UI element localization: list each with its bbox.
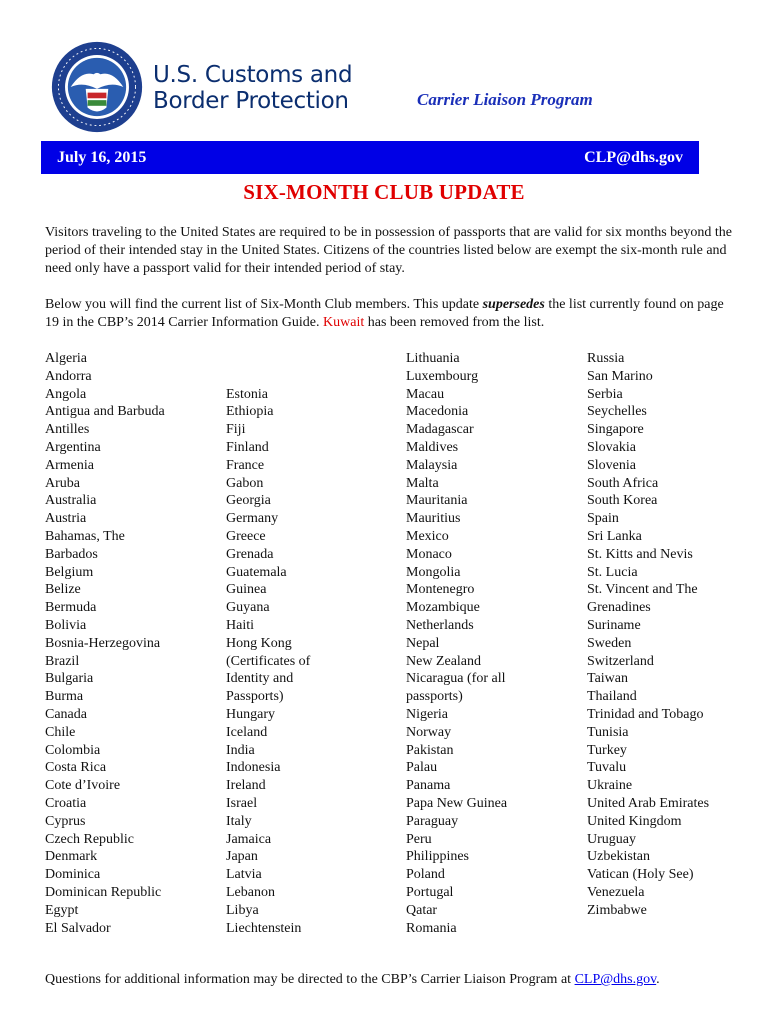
country-item: Dominican Republic — [45, 884, 162, 900]
country-item: Israel — [226, 795, 258, 811]
country-item: Thailand — [587, 689, 637, 705]
country-item: Uzbekistan — [587, 849, 650, 865]
country-item: Andorra — [45, 368, 92, 384]
agency-line-2: Border Protection — [153, 88, 349, 114]
program-name: Carrier Liaison Program — [417, 90, 593, 109]
country-item: New Zealand — [406, 653, 482, 669]
country-item: Italy — [226, 813, 252, 829]
country-item: Armenia — [45, 457, 94, 473]
country-item: Fiji — [226, 422, 246, 438]
country-item: Bulgaria — [45, 671, 94, 687]
country-item: Georgia — [226, 493, 271, 509]
removed-country: Kuwait — [323, 315, 365, 330]
country-item: Peru — [406, 831, 432, 847]
country-item: Guatemala — [226, 564, 287, 580]
country-item: Canada — [45, 706, 87, 722]
country-item: Ethiopia — [226, 404, 274, 420]
update-paragraph — [45, 296, 735, 332]
country-item: Tuvalu — [587, 760, 627, 776]
country-item: Romania — [406, 920, 457, 936]
country-item: Bosnia-Herzegovina — [45, 635, 161, 651]
country-item: Seychelles — [587, 404, 647, 420]
footer-email-link[interactable]: CLP@dhs.gov — [574, 972, 657, 987]
country-item: Haiti — [226, 617, 254, 633]
country-item: Norway — [406, 724, 452, 740]
document-date: July 16, 2015 — [57, 148, 147, 166]
country-item: Cyprus — [45, 813, 86, 829]
country-item: United Kingdom — [587, 813, 682, 829]
country-item: Guinea — [226, 582, 267, 598]
country-item: Antilles — [45, 422, 90, 438]
update-text-1: Below you will find the current list of Six-Month Club members. This update — [45, 297, 483, 312]
intro-paragraph: Visitors traveling to the United States are required to be in possession of passports that are valid for six months beyond the period of their intended stay in the United States. Citizens of the countries listed below are exempt the six-month rule and need only have a passport valid for their intended period of stay. — [45, 225, 732, 276]
country-item: Spain — [587, 511, 619, 527]
country-item: Barbados — [45, 546, 98, 562]
country-item: Panama — [406, 778, 451, 794]
country-item: Egypt — [45, 902, 79, 918]
country-item: Aruba — [45, 475, 80, 491]
country-item: Identity and — [226, 671, 294, 687]
country-column-2 — [226, 386, 310, 938]
country-item: Sweden — [587, 635, 632, 651]
country-item: Hungary — [226, 706, 275, 722]
country-item: Papa New Guinea — [406, 795, 508, 811]
country-item: Argentina — [45, 439, 101, 455]
country-item: Grenadines — [587, 600, 651, 616]
country-item: Mauritania — [406, 493, 468, 509]
country-item: Taiwan — [587, 671, 629, 687]
country-item: Bermuda — [45, 600, 97, 616]
country-item: Macedonia — [406, 404, 469, 420]
country-item: United Arab Emirates — [587, 795, 710, 811]
country-item: Mozambique — [406, 600, 480, 616]
country-item: Russia — [587, 351, 625, 366]
agency-line-1: U.S. Customs and — [153, 62, 353, 88]
country-item: South Korea — [587, 493, 658, 509]
country-item: Malaysia — [406, 457, 458, 473]
country-item: Paraguay — [406, 813, 459, 829]
country-item: Mauritius — [406, 511, 461, 527]
country-item: Netherlands — [406, 617, 474, 633]
country-item: Madagascar — [406, 422, 474, 438]
agency-name — [153, 62, 352, 114]
footer-note — [45, 972, 660, 988]
country-item: Slovenia — [587, 457, 636, 473]
country-item: Pakistan — [406, 742, 454, 758]
country-item: Japan — [226, 849, 258, 865]
country-item: Portugal — [406, 884, 454, 900]
country-item: Slovakia — [587, 439, 636, 455]
country-item: Jamaica — [226, 831, 272, 847]
update-emphasis: supersedes — [482, 297, 545, 312]
country-item: St. Lucia — [587, 564, 638, 580]
country-item: Colombia — [45, 742, 101, 758]
country-item: El Salvador — [45, 920, 111, 936]
page-title: SIX-MONTH CLUB UPDATE — [243, 180, 525, 204]
country-item: Belgium — [45, 564, 94, 580]
footer-text: Questions for additional information may be directed to the CBP’s Carrier Liaison Program at — [45, 972, 575, 987]
country-item: Gabon — [226, 475, 264, 491]
country-item: Macau — [406, 386, 445, 402]
country-item: Serbia — [587, 386, 623, 402]
country-item: Dominica — [45, 867, 101, 883]
country-item: Mexico — [406, 528, 449, 544]
footer-end: . — [656, 972, 660, 987]
dhs-seal-logo — [50, 40, 144, 134]
contact-email: CLP@dhs.gov — [584, 148, 683, 166]
country-item: Mongolia — [406, 564, 461, 580]
country-item: Bahamas, The — [45, 528, 125, 544]
country-item: San Marino — [587, 368, 653, 384]
country-item: Venezuela — [587, 884, 645, 900]
country-item: Tunisia — [587, 724, 629, 740]
country-item: Lebanon — [226, 884, 275, 900]
country-item: Uruguay — [587, 831, 636, 847]
country-item: Hong Kong — [226, 635, 292, 651]
country-item: Vatican (Holy See) — [587, 867, 694, 883]
country-item: Grenada — [226, 546, 274, 562]
country-column-4 — [587, 350, 709, 920]
country-item: Germany — [226, 511, 279, 527]
date-email-bar — [41, 141, 699, 174]
country-item: Luxembourg — [406, 368, 479, 384]
country-item: Liechtenstein — [226, 920, 302, 936]
country-item: Iceland — [226, 724, 268, 740]
country-item: Finland — [226, 439, 269, 455]
country-item: Suriname — [587, 617, 641, 633]
country-item: Greece — [226, 528, 266, 544]
country-item: passports) — [406, 689, 463, 705]
country-item: Ireland — [226, 778, 266, 794]
country-item: Chile — [45, 724, 76, 740]
country-item: Guyana — [226, 600, 270, 616]
country-item: Angola — [45, 386, 87, 402]
country-item: Brazil — [45, 653, 80, 669]
country-item: Croatia — [45, 795, 87, 811]
country-column-3 — [406, 350, 507, 937]
country-item: Montenegro — [406, 582, 475, 598]
country-item: Trinidad and Tobago — [587, 706, 704, 722]
update-text-2: the list currently found on page 19 in the CBP’s 2014 Carrier Information Guide. — [45, 297, 724, 330]
letterhead — [50, 40, 730, 140]
country-item: Algeria — [45, 351, 87, 366]
country-item: Czech Republic — [45, 831, 135, 847]
country-item: Latvia — [226, 867, 262, 883]
update-text-3: has been removed from the list. — [364, 315, 545, 330]
country-item: Nigeria — [406, 706, 448, 722]
country-item: (Certificates of — [226, 653, 311, 669]
country-item: Passports) — [226, 689, 284, 705]
country-item: Philippines — [406, 849, 470, 865]
country-item: Singapore — [587, 422, 644, 438]
country-item: India — [226, 742, 255, 758]
country-item: Indonesia — [226, 760, 281, 776]
country-item: Denmark — [45, 849, 98, 865]
country-item: Turkey — [587, 742, 627, 758]
country-item: Bolivia — [45, 617, 87, 633]
country-item: Burma — [45, 689, 84, 705]
country-item: Poland — [406, 867, 445, 883]
country-item: Ukraine — [587, 778, 633, 794]
country-item: Costa Rica — [45, 760, 107, 776]
country-item: Monaco — [406, 546, 452, 562]
country-item: Nicaragua (for all — [406, 671, 506, 687]
country-item: Palau — [406, 760, 438, 776]
country-item: South Africa — [587, 475, 659, 491]
country-item: Estonia — [226, 386, 268, 402]
country-item: Belize — [45, 582, 81, 598]
country-item: France — [226, 457, 265, 473]
country-item: Austria — [45, 511, 87, 527]
country-item: Qatar — [406, 902, 438, 918]
country-item: Cote d’Ivoire — [45, 778, 121, 794]
country-item: Sri Lanka — [587, 528, 642, 544]
country-item: St. Vincent and The — [587, 582, 698, 598]
country-item: Zimbabwe — [587, 902, 647, 918]
country-column-1 — [45, 350, 165, 937]
country-item: St. Kitts and Nevis — [587, 546, 693, 562]
country-item: Lithuania — [406, 351, 460, 366]
country-item: Libya — [226, 902, 259, 918]
country-item: Switzerland — [587, 653, 654, 669]
country-item: Australia — [45, 493, 97, 509]
country-item: Nepal — [406, 635, 440, 651]
country-item: Malta — [406, 475, 439, 491]
country-item: Antigua and Barbuda — [45, 404, 165, 420]
country-item: Maldives — [406, 439, 459, 455]
